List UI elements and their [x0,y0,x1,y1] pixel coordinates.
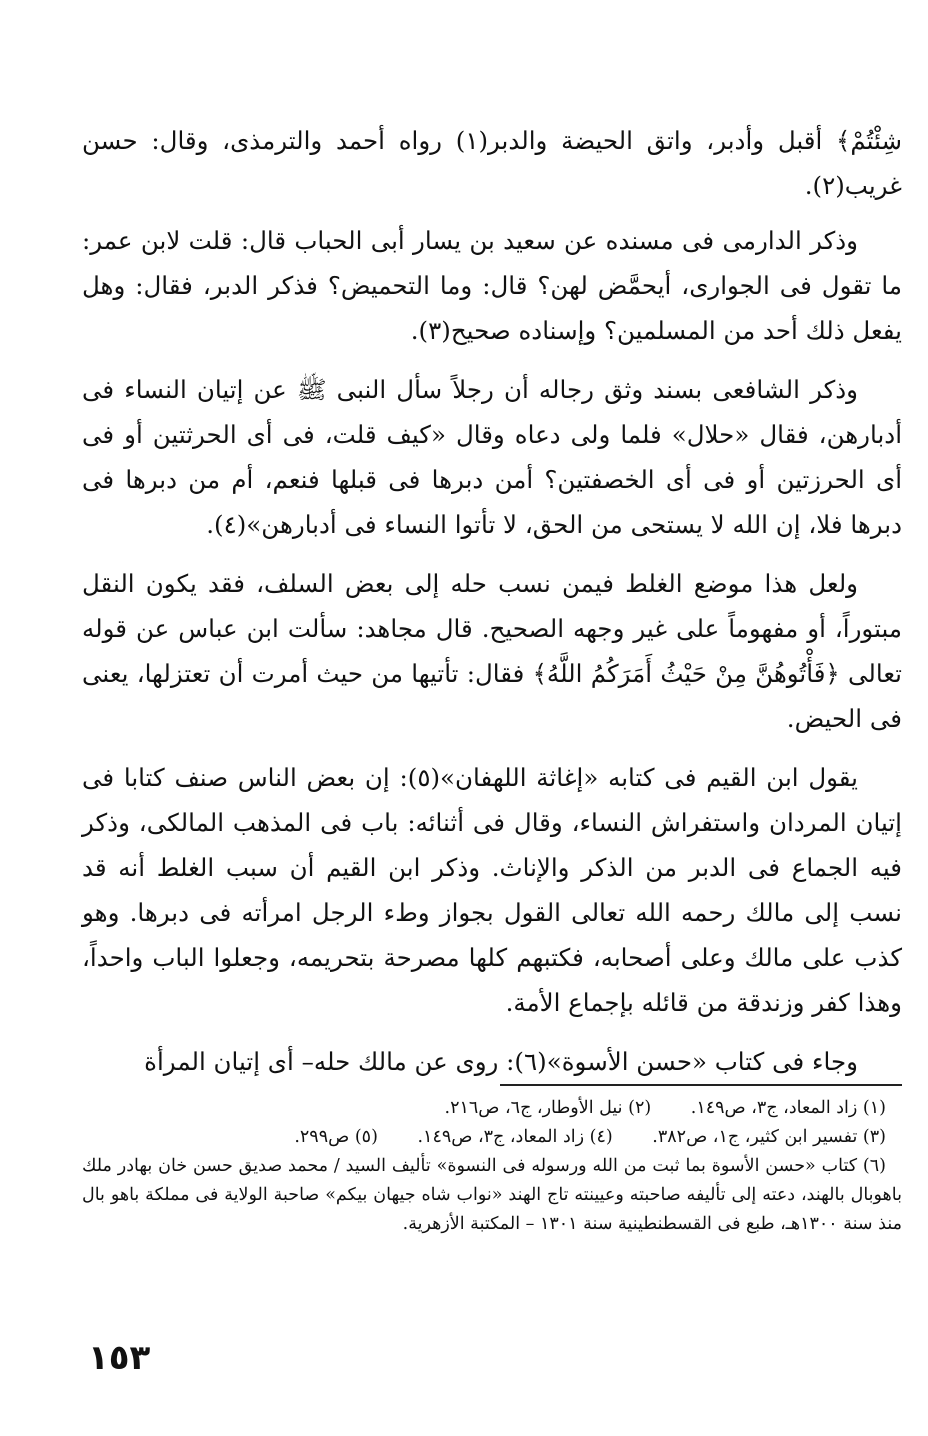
footnote-row-2 [82,1123,902,1152]
footnote-6: (٦) كتاب «حسن الأسوة بما ثبت من الله ورسوله فى النسوة» تأليف السيد / محمد صديق حسن خان بهادر ملك باهوبال بالهند، دعته إلى تأليفه صاحبته وعيينته تاج الهند «نواب شاه جيهان بيكم» صاحبة الولاية فى مملكة باهو بال منذ سنة ١٣٠٠هـ، طبع فى القسطنطينية سنة ١٣٠١ – المكتبة الأزهرية. [82,1156,902,1234]
paragraph-6: وجاء فى كتاب «حسن الأسوة»(٦): روى عن مالك حله– أى إتيان المرأة [144,1047,858,1076]
paragraph-3: وذكر الشافعى بسند وثق رجاله أن رجلاً سأل النبى ﷺ عن إتيان النساء فى أدبارهن، فقال «حلال» فلما ولى دعاه وقال «كيف قلت، فى أى الحرثتين أو فى أى الحرزتين أو فى أى الخصفتين؟ أمن دبرها فى قبلها فنعم، أم من دبرها فى دبرها فلا، إن الله لا يستحى من الحق، لا تأتوا النساء فى أدبارهن»(٤). [82,375,902,539]
footnote-2: (٢) نيل الأوطار، ج٦، ص٢١٦. [444,1098,652,1118]
paragraph-4: ولعل هذا موضع الغلط فيمن نسب حله إلى بعض السلف، فقد يكون النقل مبتوراً، أو مفهوماً على غير وجهه الصحيح. قال مجاهد: سألت ابن عباس عن قوله تعالى ﴿فَأْتُوهُنَّ مِنْ حَيْثُ أَمَرَكُمُ اللَّهُ﴾ فقال: تأتيها من حيث أمرت أن تعتزلها، يعنى فى الحيض. [82,569,902,733]
footnote-5: (٥) ص٢٩٩. [294,1127,378,1147]
paragraph-2: وذكر الدارمى فى مسنده عن سعيد بن يسار أبى الحباب قال: قلت لابن عمر: ما تقول فى الجوارى، أيحمَّض لهن؟ قال: وما التحميض؟ فذكر الدبر، فقال: وهل يفعل ذلك أحد من المسلمين؟ وإسناده صحيح(٣). [82,226,902,345]
paragraph-5: يقول ابن القيم فى كتابه «إغاثة اللهفان»(٥): إن بعض الناس صنف كتابا فى إتيان المردان واستفراش النساء، وقال فى أثنائه: باب فى المذهب المالكى، وذكر فيه الجماع فى الدبر من الذكر والإناث. وذكر ابن القيم أن سبب الغلط أنه قد نسب إلى مالك رحمه الله تعالى القول بجواز وطء الرجل امرأته فى دبرها. وهو كذب على مالك وعلى أصحابه، فكتبهم كلها مصرحة بتحريمه، وجعلوا الباب واحداً، وهذا كفر وزندقة من قائله بإجماع الأمة. [82,763,902,1017]
footnote-1: (١) زاد المعاد، ج٣، ص١٤٩. [690,1098,886,1118]
footnotes [82,1094,902,1239]
paragraph-1: شِئْتُمْ﴾ أقبل وأدبر، واتق الحيضة والدبر(١) رواه أحمد والترمذى، وقال: حسن غريب(٢). [82,126,902,200]
footnote-row-1 [82,1094,902,1123]
main-text [82,118,902,1098]
footnote-divider [500,1084,902,1086]
footnote-4: (٤) زاد المعاد، ج٣، ص١٤٩. [417,1127,613,1147]
page-number: ١٥٣ [88,1338,151,1378]
footnote-3: (٣) تفسير ابن كثير، ج١، ص٣٨٢. [652,1127,886,1147]
